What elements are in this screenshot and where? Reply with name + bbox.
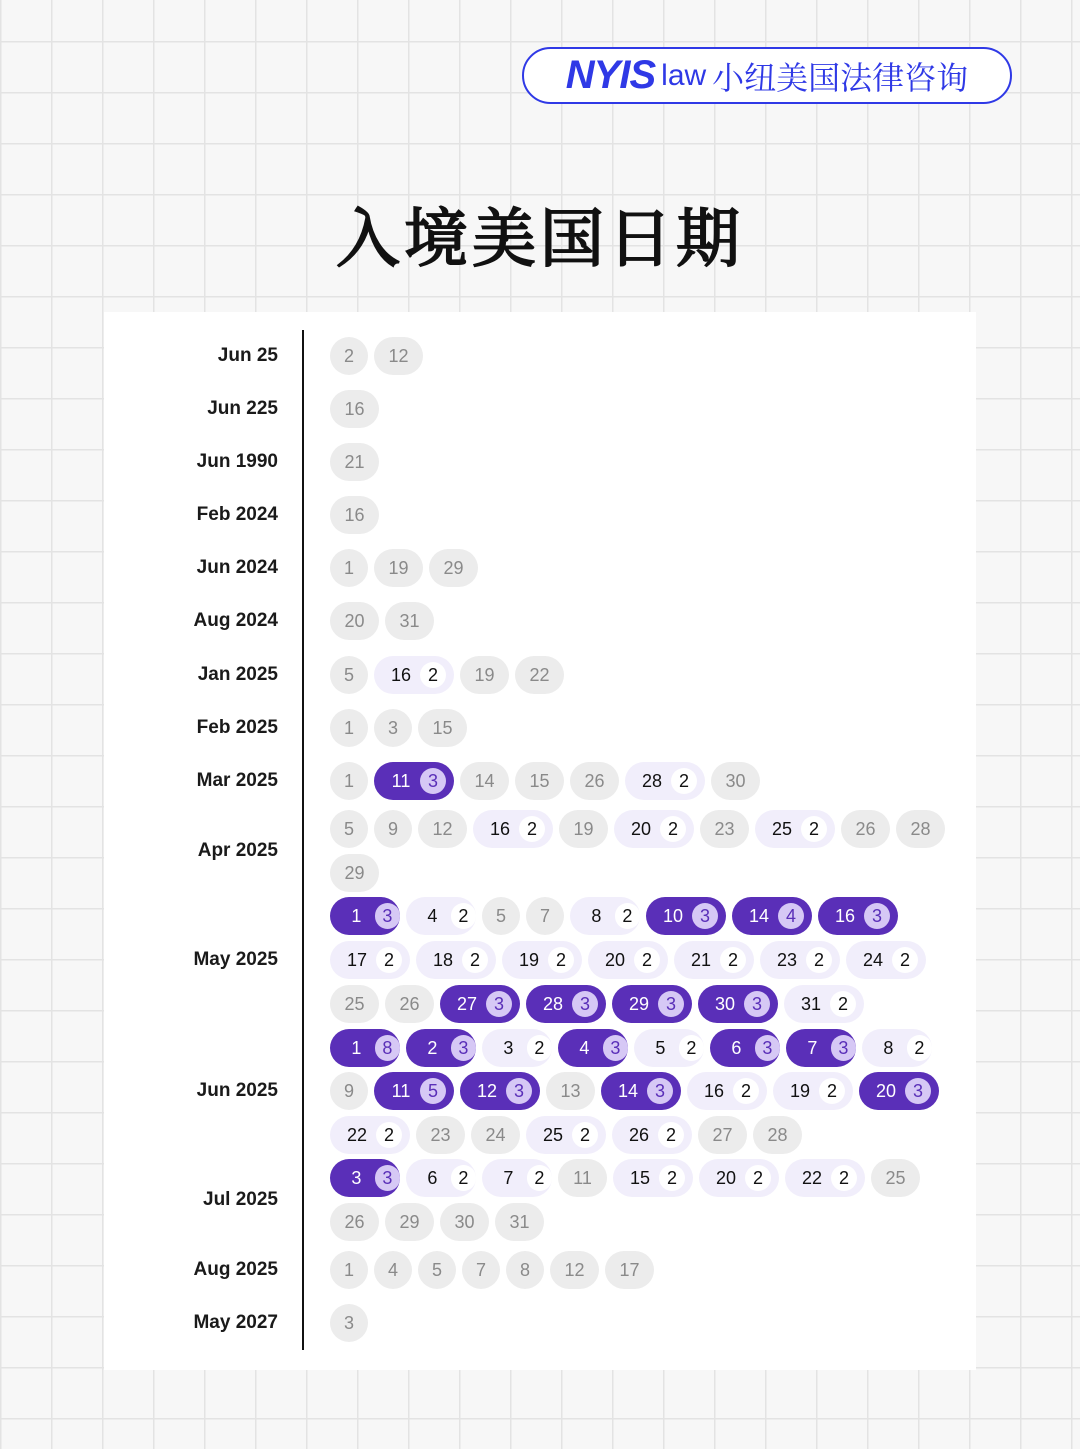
count-badge: 2 [462,947,488,973]
day-number: 19 [573,818,594,839]
logo-law: law [661,58,707,92]
date-chip [460,656,509,694]
date-chip [406,1029,476,1067]
day-number: 24 [485,1124,506,1145]
day-number: 17 [346,949,368,970]
day-number: 29 [443,557,464,578]
count-badge: 2 [658,1122,684,1148]
count-badge: 2 [831,1165,857,1191]
day-number: 26 [584,770,605,791]
day-number: 20 [715,1167,737,1188]
date-chip [495,1203,544,1241]
date-chip [646,897,726,935]
day-number: 1 [343,557,354,578]
date-chip [755,810,835,848]
day-number: 21 [690,949,712,970]
date-chip [526,897,564,935]
date-chip [471,1116,520,1154]
day-number: 16 [344,504,365,525]
count-badge: 2 [720,947,746,973]
day-number: 15 [629,1167,651,1188]
month-label: Jun 25 [217,345,278,366]
day-number: 1 [351,1037,362,1058]
date-chip [550,1251,599,1289]
day-number: 19 [474,664,495,685]
page-title: 入境美国日期 [336,203,744,277]
date-chip [753,1116,802,1154]
date-chip [841,810,890,848]
count-badge: 2 [679,1035,704,1061]
count-badge: 4 [778,903,804,929]
date-chip [330,337,368,375]
day-number: 7 [807,1037,818,1058]
count-badge: 2 [519,816,545,842]
date-chip [418,810,467,848]
date-chip [773,1072,853,1110]
count-badge: 3 [451,1035,476,1061]
day-number: 16 [489,818,511,839]
count-badge: 3 [572,991,598,1017]
date-chip [674,941,754,979]
date-chip [418,1251,456,1289]
day-number: 24 [862,949,884,970]
date-chip [374,709,412,747]
date-chip [818,897,898,935]
date-chip [526,1116,606,1154]
date-chip [374,1072,454,1110]
date-chip [482,1159,552,1197]
count-badge: 3 [864,903,890,929]
day-number: 11 [573,1167,592,1188]
day-number: 16 [344,398,365,419]
day-number: 19 [789,1080,811,1101]
day-number: 13 [560,1080,581,1101]
count-badge: 3 [831,1035,856,1061]
day-number: 3 [387,717,398,738]
date-chip [330,897,400,935]
date-chip [330,1251,368,1289]
count-badge: 2 [801,816,827,842]
day-number: 26 [344,1211,365,1232]
day-number: 2 [427,1037,438,1058]
day-number: 22 [346,1124,368,1145]
date-chip [506,1251,544,1289]
date-chip [460,762,509,800]
day-number: 26 [855,818,876,839]
day-number: 11 [391,1080,411,1101]
count-badge: 2 [527,1165,552,1191]
date-chip [330,496,379,534]
date-chip [330,390,379,428]
month-label: Feb 2025 [196,717,278,738]
day-number: 7 [539,905,550,926]
month-label: Jul 2025 [203,1189,278,1210]
date-chip [871,1159,920,1197]
day-number: 29 [399,1211,420,1232]
day-number: 19 [518,949,540,970]
date-chip [546,1072,595,1110]
count-badge: 8 [375,1035,400,1061]
day-number: 27 [456,993,478,1014]
date-chip [526,985,606,1023]
day-number: 25 [771,818,793,839]
count-badge: 3 [692,903,718,929]
day-number: 25 [542,1124,564,1145]
date-chip [330,854,379,892]
day-number: 15 [432,717,453,738]
count-badge: 2 [451,903,476,929]
date-chip [698,985,778,1023]
date-chip [330,656,368,694]
day-number: 3 [351,1167,362,1188]
count-badge: 3 [486,991,512,1017]
day-number: 20 [875,1080,897,1101]
date-chip [473,810,553,848]
day-number: 23 [776,949,798,970]
day-number: 7 [475,1259,486,1280]
day-number: 4 [427,905,438,926]
date-chip [732,897,812,935]
count-badge: 2 [659,1165,685,1191]
date-chip [482,1029,552,1067]
month-label: Jun 1990 [196,451,278,472]
date-chip [482,897,520,935]
date-chip [429,549,478,587]
day-number: 1 [343,1259,354,1280]
date-chip [698,1116,747,1154]
day-number: 28 [910,818,931,839]
date-chip [406,897,476,935]
month-label: Feb 2024 [196,504,278,525]
count-badge: 3 [755,1035,780,1061]
date-chip [330,1304,368,1342]
date-chip [440,985,520,1023]
date-chip [570,897,640,935]
day-number: 1 [343,717,354,738]
count-badge: 3 [647,1078,673,1104]
date-chip [385,985,434,1023]
day-number: 14 [474,770,495,791]
date-chip [896,810,945,848]
date-chip [330,709,368,747]
date-chip [330,1029,400,1067]
date-chip [418,709,467,747]
day-number: 16 [834,905,856,926]
count-badge: 5 [420,1078,446,1104]
count-badge: 2 [451,1165,476,1191]
count-badge: 2 [660,816,686,842]
date-chip [374,1251,412,1289]
date-chip [612,1116,692,1154]
day-number: 20 [344,610,365,631]
date-chip [588,941,668,979]
date-chip [710,1029,780,1067]
date-chip [330,810,368,848]
date-chip [625,762,705,800]
day-number: 9 [343,1080,354,1101]
date-chip [440,1203,489,1241]
count-badge: 3 [420,768,446,794]
count-badge: 2 [548,947,574,973]
date-chip [862,1029,932,1067]
day-number: 30 [725,770,746,791]
count-badge: 3 [506,1078,532,1104]
date-chip [330,941,410,979]
count-badge: 2 [733,1078,759,1104]
day-number: 22 [529,664,550,685]
date-chip [614,810,694,848]
month-label: Jun 2024 [196,557,278,578]
day-number: 9 [387,818,398,839]
date-chip [558,1159,607,1197]
count-badge: 2 [806,947,832,973]
count-badge: 2 [907,1035,932,1061]
count-badge: 2 [745,1165,771,1191]
date-chip [859,1072,939,1110]
date-chip [330,1116,410,1154]
month-label: Apr 2025 [197,840,278,861]
date-chip [330,602,379,640]
date-chip [502,941,582,979]
date-chip [786,1029,856,1067]
count-badge: 3 [375,1165,400,1191]
day-number: 5 [495,905,506,926]
logo-mark: NYIS [565,53,656,97]
date-chip [330,1203,379,1241]
day-number: 6 [731,1037,742,1058]
month-label: May 2027 [193,1312,278,1333]
date-chip [760,941,840,979]
day-number: 8 [883,1037,894,1058]
day-number: 29 [344,862,365,883]
day-number: 29 [628,993,650,1014]
month-label: Jun 2025 [196,1080,278,1101]
day-number: 10 [662,905,684,926]
count-badge: 2 [892,947,918,973]
day-number: 25 [344,993,365,1014]
date-chip [330,985,379,1023]
day-number: 8 [519,1259,530,1280]
day-number: 26 [628,1124,650,1145]
count-badge: 2 [376,947,402,973]
day-number: 20 [604,949,626,970]
count-badge: 2 [527,1035,552,1061]
day-number: 19 [388,557,409,578]
date-chip [416,941,496,979]
month-label: Aug 2025 [193,1259,278,1280]
month-label: Jan 2025 [197,664,278,685]
date-chip [559,810,608,848]
date-chip [605,1251,654,1289]
day-number: 5 [343,664,354,685]
date-chip [330,443,379,481]
day-number: 5 [655,1037,666,1058]
month-label: Jun 225 [207,398,278,419]
date-chip [515,656,564,694]
date-chip [613,1159,693,1197]
count-badge: 2 [634,947,660,973]
day-number: 21 [344,451,365,472]
day-number: 17 [619,1259,640,1280]
count-badge: 3 [603,1035,628,1061]
count-badge: 2 [376,1122,402,1148]
date-chip [784,985,864,1023]
count-badge: 3 [744,991,770,1017]
day-number: 14 [617,1080,639,1101]
date-chip [634,1029,704,1067]
day-number: 14 [748,905,770,926]
day-number: 28 [641,770,663,791]
date-chip [330,762,368,800]
date-chip [846,941,926,979]
date-chip [570,762,619,800]
date-chip [406,1159,476,1197]
month-label: Aug 2024 [193,610,278,631]
day-number: 31 [800,993,822,1014]
date-chip [330,1159,400,1197]
day-number: 16 [703,1080,725,1101]
count-badge: 2 [615,903,640,929]
day-number: 3 [503,1037,514,1058]
day-number: 15 [529,770,550,791]
day-number: 4 [387,1259,398,1280]
month-label: Mar 2025 [196,770,278,791]
month-label: May 2025 [193,949,278,970]
day-number: 27 [712,1124,733,1145]
day-number: 12 [388,345,409,366]
date-chip [711,762,760,800]
day-number: 1 [351,905,362,926]
date-chip [687,1072,767,1110]
day-number: 30 [454,1211,475,1232]
date-chip [515,762,564,800]
day-number: 6 [427,1167,438,1188]
date-chip [374,337,423,375]
day-number: 23 [714,818,735,839]
count-badge: 2 [830,991,856,1017]
date-chip [558,1029,628,1067]
count-badge: 3 [375,903,400,929]
day-number: 7 [503,1167,514,1188]
date-chip [416,1116,465,1154]
count-badge: 2 [420,662,446,688]
day-number: 11 [391,770,411,791]
date-chip [601,1072,681,1110]
count-badge: 2 [671,768,697,794]
date-chip [385,602,434,640]
day-number: 2 [343,345,354,366]
day-number: 31 [399,610,420,631]
day-number: 20 [630,818,652,839]
day-number: 5 [431,1259,442,1280]
count-badge: 3 [658,991,684,1017]
logo-chinese-name: 小纽美国法律咨询 [712,58,969,97]
count-badge: 2 [819,1078,845,1104]
day-number: 30 [714,993,736,1014]
day-number: 28 [542,993,564,1014]
timeline-axis [302,330,304,1350]
day-number: 26 [399,993,420,1014]
day-number: 12 [432,818,453,839]
day-number: 16 [390,664,412,685]
date-chip [699,1159,779,1197]
date-chip [330,549,368,587]
date-chip [785,1159,865,1197]
brand-logo [522,47,1012,104]
day-number: 28 [767,1124,788,1145]
date-chip [374,810,412,848]
date-chip [330,1072,368,1110]
date-chip [374,762,454,800]
day-number: 25 [885,1167,906,1188]
date-chip [374,549,423,587]
date-chip [460,1072,540,1110]
day-number: 18 [432,949,454,970]
day-number: 31 [509,1211,530,1232]
day-number: 1 [343,770,354,791]
day-number: 23 [430,1124,451,1145]
day-number: 8 [591,905,602,926]
day-number: 12 [564,1259,585,1280]
day-number: 12 [476,1080,498,1101]
count-badge: 2 [572,1122,598,1148]
count-badge: 3 [905,1078,931,1104]
day-number: 3 [343,1312,354,1333]
date-chip [612,985,692,1023]
date-chip [385,1203,434,1241]
date-chip [374,656,454,694]
date-chip [700,810,749,848]
day-number: 4 [579,1037,590,1058]
day-number: 22 [801,1167,823,1188]
date-chip [462,1251,500,1289]
day-number: 5 [343,818,354,839]
